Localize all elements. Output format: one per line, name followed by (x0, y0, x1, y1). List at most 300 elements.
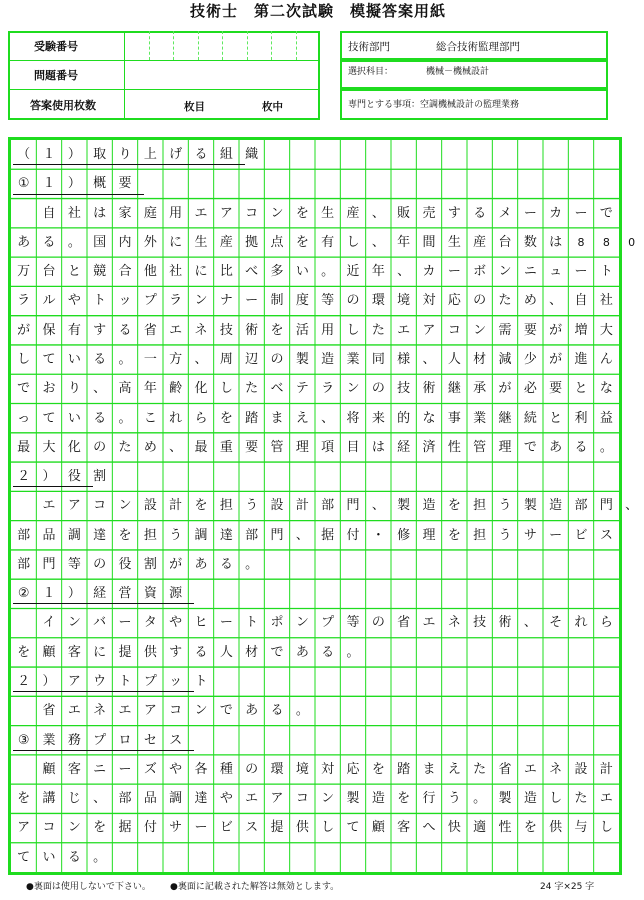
answer-char: ト (245, 615, 259, 631)
answer-char: ビ (219, 820, 233, 836)
answer-char: な (422, 410, 436, 426)
answer-char: 管 (270, 439, 284, 455)
answer-char: 品 (143, 791, 157, 807)
answer-char: 門 (346, 498, 360, 514)
answer-char: 調 (67, 527, 81, 543)
answer-char: 役 (67, 469, 81, 485)
answer-char: 営 (118, 586, 132, 602)
answer-char: 達 (194, 791, 208, 807)
answer-char: る (93, 410, 107, 426)
answer-char: 要 (245, 439, 259, 455)
answer-char: ン (118, 498, 132, 514)
answer-char: ら (599, 615, 613, 631)
answer-char: の (371, 381, 385, 397)
answer-row (11, 433, 619, 462)
answer-char: 進 (574, 351, 588, 367)
answer-char: は (93, 205, 107, 221)
answer-char: 最 (194, 439, 208, 455)
answer-char: 台 (42, 264, 56, 280)
answer-char: ② (17, 586, 30, 602)
answer-char: ま (422, 761, 436, 777)
answer-row (11, 608, 619, 637)
answer-char: を (447, 498, 461, 514)
answer-char: ル (42, 293, 56, 309)
answer-char: こ (143, 410, 157, 426)
answer-char: コ (245, 205, 259, 221)
footer-note-back-invalid: ●裏面に記載された解答は無効とします。 (170, 882, 340, 892)
answer-char: 省 (498, 761, 512, 777)
department-label: 技術部門 (348, 41, 390, 53)
answer-char: ベ (270, 381, 284, 397)
answer-char: 組 (219, 147, 233, 162)
answer-char: ・ (371, 527, 385, 543)
answer-char: ト (599, 264, 613, 280)
answer-char: に (169, 234, 183, 250)
answer-char: ③ (17, 732, 30, 748)
answer-char: 与 (574, 820, 588, 836)
answer-char: セ (143, 732, 157, 748)
answer-char: 織 (245, 147, 259, 162)
answer-row (11, 257, 619, 286)
subject-value: 機械－機械設計 (426, 67, 490, 77)
answer-char: 大 (599, 322, 613, 338)
answer-char: う (245, 498, 259, 514)
digit-divider (222, 31, 223, 60)
answer-char: あ (549, 439, 563, 455)
answer-char: ン (194, 703, 208, 719)
answer-char: 庭 (143, 205, 157, 221)
answer-char: 産 (346, 205, 360, 221)
answer-char: 、 (549, 293, 563, 309)
answer-char: ー (245, 293, 259, 309)
answer-char: 供 (549, 820, 563, 836)
answer-char: 対 (321, 761, 335, 777)
answer-char: 割 (93, 469, 107, 485)
answer-row (11, 199, 619, 228)
answer-char: 、 (321, 410, 335, 426)
specialty-text: 専門とする事項：空調機械設計の監理業務 (348, 100, 520, 110)
answer-row (11, 696, 619, 725)
answer-char: 8 (602, 235, 610, 249)
answer-char: 対 (422, 293, 436, 309)
answer-char: げ (169, 147, 183, 162)
sheet-total-suffix: 枚中 (262, 101, 283, 113)
answer-row (11, 550, 619, 579)
answer-char: ン (473, 322, 487, 338)
answer-char: カ (549, 205, 563, 221)
answer-char: る (321, 644, 335, 660)
answer-char: 同 (371, 351, 385, 367)
answer-char: で (219, 703, 233, 719)
answer-char: 方 (169, 351, 183, 367)
answer-char: 増 (574, 322, 588, 338)
page-title: 技術士 第二次試験 模擬答案用紙 (189, 2, 446, 20)
answer-char: 設 (270, 498, 284, 514)
answer-char: ト (194, 674, 208, 690)
answer-char: 設 (143, 498, 157, 514)
answer-char: い (67, 410, 81, 426)
answer-char: 性 (447, 439, 461, 455)
answer-char: 設 (574, 761, 588, 777)
answer-char: 付 (143, 820, 157, 836)
answer-char: 年 (371, 264, 385, 280)
answer-char: い (295, 264, 309, 280)
answer-char: で (270, 644, 284, 660)
answer-char: 顧 (42, 644, 56, 660)
answer-char: ト (93, 293, 107, 309)
department-value: 総合技術監理部門 (436, 41, 520, 53)
sheets-used-label: 答案使用枚数 (30, 99, 96, 112)
answer-char: 製 (397, 498, 411, 514)
answer-char: 。 (473, 791, 487, 807)
answer-char: エ (194, 205, 208, 221)
answer-char: る (270, 703, 284, 719)
answer-char: 担 (473, 527, 487, 543)
answer-char: ロ (118, 732, 132, 748)
answer-char: コ (169, 703, 183, 719)
digit-divider (296, 31, 297, 60)
answer-char: 合 (118, 264, 132, 280)
answer-char: 経 (397, 439, 411, 455)
answer-char: を (523, 820, 537, 836)
answer-char: ア (422, 322, 436, 338)
answer-char: た (473, 761, 487, 777)
answer-char: サ (169, 820, 183, 836)
answer-char: な (599, 381, 613, 397)
answer-char: 来 (371, 410, 385, 426)
answer-char: 据 (118, 820, 132, 836)
heading-underline (13, 691, 194, 692)
answer-char: 提 (270, 820, 284, 836)
answer-char: 的 (397, 410, 411, 426)
answer-char: に (93, 644, 107, 660)
answer-char: 講 (42, 791, 56, 807)
answer-char: 材 (245, 644, 259, 660)
answer-row (11, 491, 639, 520)
answer-char: ン (67, 615, 81, 631)
answer-char: 担 (473, 498, 487, 514)
answer-char: 術 (245, 322, 259, 338)
answer-row (11, 404, 619, 433)
answer-char: ニ (523, 264, 537, 280)
answer-char: 技 (397, 381, 411, 397)
answer-char: た (245, 381, 259, 397)
answer-char: る (219, 556, 233, 572)
answer-char: え (447, 761, 461, 777)
answer-char: 等 (346, 615, 360, 631)
answer-char: 。 (321, 264, 335, 280)
answer-char: 部 (321, 498, 335, 514)
answer-char: あ (194, 556, 208, 572)
answer-char: 割 (143, 556, 157, 572)
answer-char: 踏 (397, 761, 411, 777)
question-number-field[interactable] (126, 62, 318, 88)
answer-char: 業 (473, 410, 487, 426)
answer-char: や (219, 791, 233, 807)
answer-char: 顧 (42, 761, 56, 777)
answer-char: 8 (577, 235, 585, 249)
answer-char: 0 (628, 235, 636, 249)
answer-char: 行 (422, 791, 436, 807)
answer-char: ッ (118, 293, 132, 309)
answer-char: １ (42, 147, 56, 162)
answer-char: 将 (346, 410, 360, 426)
answer-char: 担 (143, 527, 157, 543)
answer-char: 計 (599, 761, 613, 777)
answer-char: ん (599, 351, 613, 367)
answer-char: ー (118, 615, 132, 631)
answer-char: を (397, 791, 411, 807)
answer-char: 、 (169, 439, 183, 455)
answer-char: の (245, 761, 259, 777)
answer-char: の (473, 293, 487, 309)
answer-row (11, 784, 619, 813)
answer-char: っ (17, 410, 31, 426)
answer-char: る (118, 322, 132, 338)
answer-char: 生 (194, 234, 208, 250)
answer-char: テ (295, 381, 309, 397)
answer-char: 台 (498, 234, 512, 250)
answer-char: 齢 (169, 381, 183, 397)
answer-char: た (371, 322, 385, 338)
answer-char: エ (523, 761, 537, 777)
answer-row (11, 286, 619, 315)
answer-char: ア (143, 703, 157, 719)
answer-char: 用 (321, 322, 335, 338)
answer-char: 提 (118, 644, 132, 660)
answer-char: 化 (194, 381, 208, 397)
answer-char: ） (42, 469, 56, 485)
answer-row (11, 140, 619, 169)
answer-char: 有 (67, 322, 81, 338)
heading-underline (13, 164, 245, 165)
answer-char: エ (422, 615, 436, 631)
answer-char: う (447, 791, 461, 807)
answer-char: 供 (143, 644, 157, 660)
answer-char: 競 (93, 264, 107, 280)
answer-char: 度 (295, 293, 309, 309)
heading-underline (13, 486, 93, 487)
answer-char: 客 (397, 820, 411, 836)
answer-char: て (42, 410, 56, 426)
answer-char: ビ (574, 527, 588, 543)
heading-underline (13, 194, 144, 195)
answer-char: 調 (194, 527, 208, 543)
answer-row (11, 521, 619, 550)
answer-char: 造 (523, 791, 537, 807)
answer-char: ー (194, 820, 208, 836)
answer-char: ２ (17, 674, 31, 690)
answer-char: ア (270, 791, 284, 807)
answer-char: ア (67, 498, 81, 514)
footer-note-back-unused: ●裏面は使用しないで下さい。 (26, 882, 151, 892)
answer-char: 材 (473, 351, 487, 367)
answer-char: 一 (143, 351, 157, 367)
answer-char: 経 (93, 586, 107, 602)
divider (8, 60, 320, 61)
divider (8, 89, 320, 90)
answer-char: エ (169, 322, 183, 338)
answer-char: 万 (17, 264, 31, 280)
answer-char: 計 (295, 498, 309, 514)
answer-char: じ (67, 791, 81, 807)
answer-char: 。 (118, 351, 132, 367)
answer-char: 応 (447, 293, 461, 309)
answer-row (11, 316, 619, 345)
answer-char: 調 (169, 791, 183, 807)
answer-char: 踏 (245, 410, 259, 426)
answer-char: ヒ (194, 615, 208, 631)
answer-char: 修 (397, 527, 411, 543)
digit-divider (271, 31, 272, 60)
answer-char: す (447, 205, 461, 221)
answer-row (11, 667, 619, 696)
answer-char: り (67, 381, 81, 397)
answer-row (11, 813, 619, 842)
answer-char: ズ (143, 761, 157, 777)
answer-char: 性 (498, 820, 512, 836)
answer-char: 環 (371, 293, 385, 309)
answer-char: を (93, 820, 107, 836)
answer-char: ア (67, 674, 81, 690)
answer-char: 顧 (371, 820, 385, 836)
answer-char: ） (42, 674, 56, 690)
answer-char: ） (67, 586, 81, 602)
answer-char: ボ (473, 264, 487, 280)
answer-char: 国 (93, 234, 107, 250)
answer-char: て (42, 351, 56, 367)
answer-char: タ (143, 615, 157, 631)
answer-row (11, 228, 636, 257)
digit-divider (173, 31, 174, 60)
answer-char: 快 (447, 820, 461, 836)
answer-char: し (346, 234, 360, 250)
answer-char: し (346, 322, 360, 338)
answer-char: 、 (523, 615, 537, 631)
answer-char: 応 (346, 761, 360, 777)
sheet-index-suffix: 枚目 (184, 101, 205, 113)
answer-char: 近 (346, 264, 360, 280)
answer-char: を (295, 234, 309, 250)
answer-char: ① (17, 176, 30, 192)
answer-char: る (574, 439, 588, 455)
answer-char: 。 (67, 234, 81, 250)
answer-char: 術 (422, 381, 436, 397)
answer-char: 目 (346, 439, 360, 455)
answer-char: ） (67, 147, 81, 162)
answer-char: を (270, 322, 284, 338)
answer-char: 年 (143, 381, 157, 397)
answer-char: 年 (397, 234, 411, 250)
answer-char: 製 (295, 351, 309, 367)
answer-char: 等 (67, 556, 81, 572)
answer-char: ト (118, 674, 132, 690)
answer-char: 概 (93, 176, 107, 192)
answer-char: 減 (498, 351, 512, 367)
answer-char: ア (219, 205, 233, 221)
answer-char: エ (245, 791, 259, 807)
answer-char: 済 (422, 439, 436, 455)
answer-char: 用 (169, 205, 183, 221)
answer-char: ラ (321, 381, 335, 397)
answer-char: は (549, 234, 563, 250)
answer-grid[interactable] (8, 137, 639, 875)
answer-row (11, 579, 619, 608)
answer-char: 門 (270, 527, 284, 543)
answer-char: と (67, 264, 81, 280)
answer-char: が (169, 556, 183, 572)
answer-char: 。 (93, 849, 107, 865)
answer-char: を (219, 410, 233, 426)
answer-char: 様 (397, 351, 411, 367)
answer-char: を (447, 527, 461, 543)
answer-char: ラ (17, 293, 31, 309)
answer-char: 造 (321, 351, 335, 367)
heading-underline (13, 603, 194, 604)
answer-char: 供 (295, 820, 309, 836)
answer-char: 社 (169, 264, 183, 280)
answer-char: 要 (523, 322, 537, 338)
answer-char: 上 (143, 147, 157, 162)
answer-char: 生 (447, 234, 461, 250)
answer-char: 門 (42, 556, 56, 572)
answer-row (11, 345, 619, 374)
answer-char: プ (93, 732, 107, 748)
exam-number-field[interactable] (124, 31, 320, 60)
answer-char: で (523, 439, 537, 455)
answer-char: エ (42, 498, 56, 514)
answer-char: 技 (219, 322, 233, 338)
answer-char: 産 (219, 234, 233, 250)
answer-char: 各 (194, 761, 208, 777)
answer-char: め (523, 293, 537, 309)
answer-char: ２ (17, 469, 31, 485)
answer-char: あ (17, 234, 31, 250)
answer-char: 保 (42, 322, 56, 338)
answer-char: し (17, 351, 31, 367)
answer-char: る (42, 234, 56, 250)
answer-char: 部 (17, 556, 31, 572)
answer-char: 要 (118, 176, 132, 192)
answer-char: 人 (447, 351, 461, 367)
answer-char: 、 (194, 351, 208, 367)
answer-char: 、 (93, 381, 107, 397)
answer-char: 理 (422, 527, 436, 543)
answer-char: ス (245, 820, 259, 836)
answer-char: ナ (219, 293, 233, 309)
answer-row (11, 462, 619, 491)
answer-char: う (498, 527, 512, 543)
answer-char: 利 (574, 410, 588, 426)
answer-char: 少 (523, 351, 537, 367)
answer-char: プ (321, 615, 335, 631)
answer-char: の (93, 556, 107, 572)
answer-char: の (93, 439, 107, 455)
answer-char: 重 (219, 439, 233, 455)
answer-char: ス (599, 527, 613, 543)
answer-char: 大 (42, 439, 56, 455)
answer-row (11, 726, 619, 755)
answer-char: カ (422, 264, 436, 280)
answer-char: 客 (67, 761, 81, 777)
answer-char: １ (42, 586, 56, 602)
answer-char: ッ (169, 674, 183, 690)
answer-char: 社 (67, 205, 81, 221)
answer-char: 拠 (245, 234, 259, 250)
answer-char: 管 (473, 439, 487, 455)
answer-char: 家 (118, 205, 132, 221)
question-number-label: 問題番号 (34, 69, 78, 82)
